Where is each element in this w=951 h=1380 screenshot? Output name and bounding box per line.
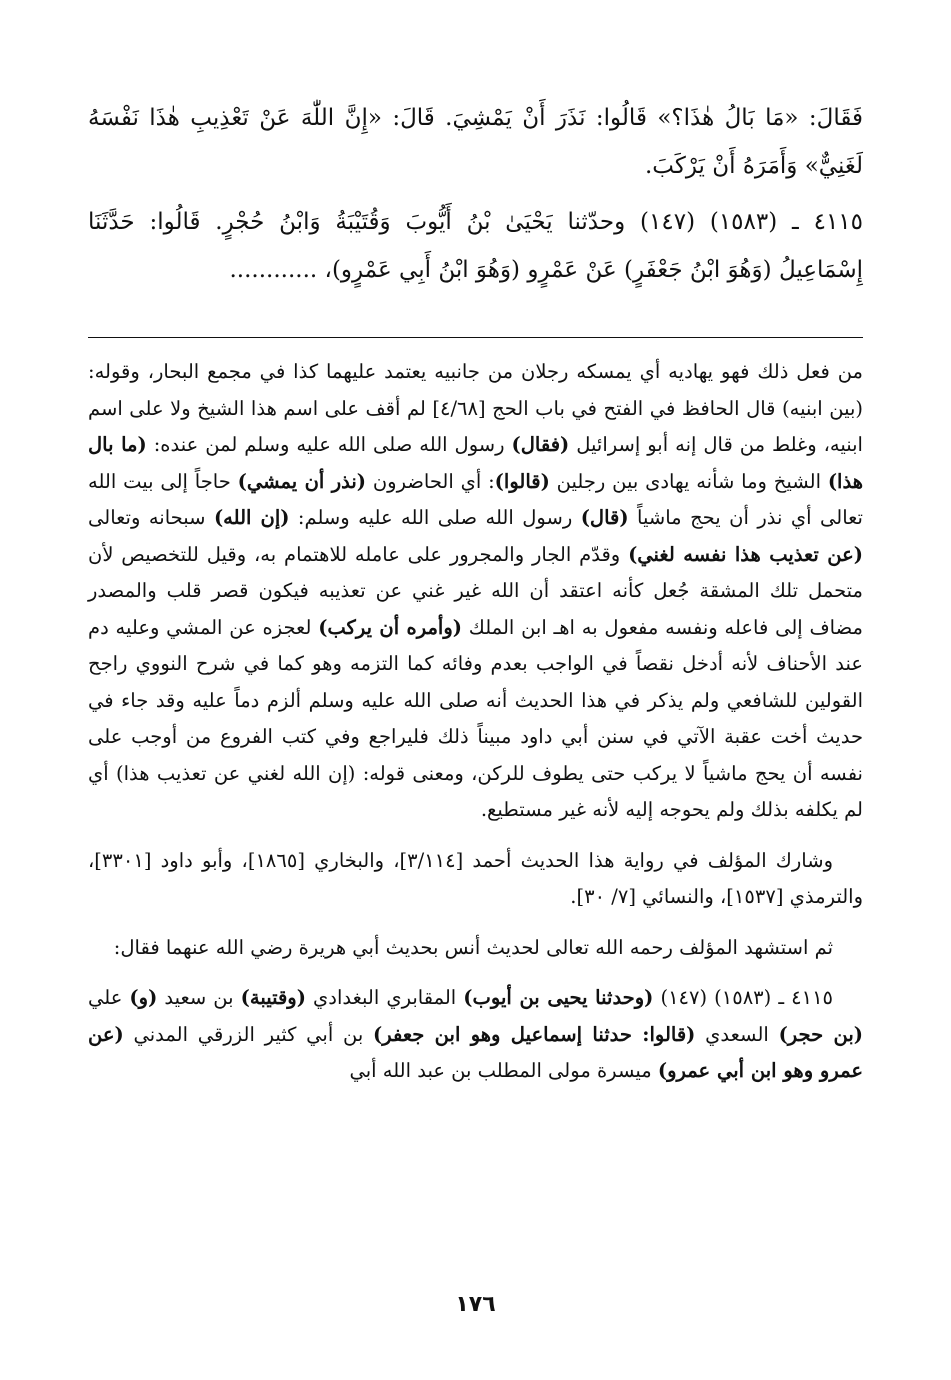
commentary-text: علي	[88, 986, 130, 1009]
commentary-bold-quote: (وقتيبة)	[240, 986, 306, 1009]
separator-rule	[88, 337, 863, 338]
commentary-text: المقابري البغدادي	[305, 986, 464, 1009]
commentary-paragraph-1	[88, 354, 863, 829]
commentary-bold-quote: (عن تعذيب هذا نفسه لغني)	[628, 542, 864, 566]
commentary-bold-quote: (عن عمرو وهو ابن أبي عمرو)	[88, 1022, 863, 1082]
commentary-bold-quote: (نذر أن يمشي)	[237, 469, 367, 493]
commentary-bold-quote: (ما بال هذا)	[88, 433, 863, 493]
hadith-paragraph-2: ٤١١٥ ـ (١٥٨٣) (١٤٧) وحدّثنا يَحْيَىٰ بْنُ أَيُّوبَ وَقُتَيْبَةُ وَابْنُ حُجْرٍ. قَالُوا: حَدَّثَنَا إِسْمَاعِيلُ (وَهُوَ ابْنُ جَعْفَرٍ) عَنْ عَمْرٍو (وَهُوَ ابْنُ أَبِي عَمْرٍو)، ............	[88, 209, 864, 283]
commentary-bold-quote: (و)	[129, 986, 158, 1009]
commentary-text: حاجاً إلى بيت الله تعالى أي نذر أن يحج ماشياً	[88, 469, 863, 529]
commentary-text: ٤١١٥ ـ (١٥٨٣) (١٤٧)	[653, 986, 834, 1009]
commentary-text: الشيخ وما شأنه يهادى بين رجلين	[549, 469, 828, 493]
commentary-text: بن أبي كثير الزرقي المدني	[123, 1022, 374, 1046]
commentary-text: رسول الله صلى الله عليه وسلم لمن عنده:	[146, 433, 512, 456]
commentary-text: : أي الحاضرون	[366, 469, 495, 493]
hadith-paragraph-1: فَقَالَ: «مَا بَالُ هٰذَا؟» قَالُوا: نَذَرَ أَنْ يَمْشِيَ. قَالَ: «إِنَّ اللّٰهَ عَنْ تَعْذِيبِ هٰذَا نَفْسَهُ لَغَنِيٌّ» وَأَمَرَهُ أَنْ يَرْكَبَ.	[88, 105, 863, 179]
commentary-text: وقدّم الجار والمجرور على عامله للاهتمام به، وقيل للتخصيص لأن متحمل تلك المشقة جُعل كأنه اعتقد أن الله غير غني عن تعذيبه فيكون قصر قلب والمصدر مضاف إلى فاعله ونفسه مفعول به اهـ ابن الملك	[88, 542, 863, 639]
commentary-bold-quote: (فقال)	[511, 433, 570, 456]
commentary-text: السعدي	[695, 1022, 779, 1046]
book-page	[88, 86, 863, 1346]
commentary-bold-quote: (قال)	[580, 506, 629, 529]
commentary-bold-quote: (بن حجر)	[778, 1022, 864, 1046]
commentary-bold-quote: (وأمره أن يركب)	[318, 615, 462, 639]
commentary-text: سبحانه وتعالى	[88, 506, 214, 529]
hadith-text-block	[88, 94, 863, 302]
page-number: ١٧٦	[455, 1292, 496, 1317]
commentary-bold-quote: (قالوا: حدثنا إسماعيل وهو ابن جعفر)	[373, 1022, 696, 1046]
commentary-bold-quote: (وحدثنا يحيى بن أيوب)	[463, 986, 654, 1009]
commentary-bold-quote: (إن الله)	[213, 506, 290, 529]
commentary-text: رسول الله صلى الله عليه وسلم:	[289, 506, 581, 529]
commentary-text: لعجزه عن المشي وعليه دم عند الأحناف لأنه أدخل نقصاً في الواجب بعدم وفائه كما التزمه وهو كما في شرح النووي راجح القولين للشافعي ولم يذكر في هذا الحديث أنه صلى الله عليه وسلم ألزم دماً عليه وقد جاء في حديث أخت عقبة الآتي في سنن أبي داود مبيناً ذلك فليراجع وفي كتب الفروع من أوجب على نفسه أن يحج ماشياً لا يركب حتى يطوف للركن، ومعنى قوله: (إن الله لغني عن تعذيب هذا) أي لم يكلفه بذلك ولم يحوجه إليه لأنه غير مستطيع.	[88, 615, 863, 821]
commentary-sharik-paragraph: وشارك المؤلف في رواية هذا الحديث أحمد [٣/١١٤]، والبخاري [١٨٦٥]، وأبو داود [٣٣٠١]، والترمذي [١٥٣٧]، والنسائي [٧/ ٣٠].	[88, 848, 863, 908]
commentary-bold-quote: (قالوا)	[494, 469, 550, 493]
commentary-text: ميسرة مولى المطلب بن عبد الله أبي	[349, 1059, 658, 1082]
commentary-block	[88, 354, 863, 1104]
commentary-text: بن سعيد	[157, 986, 241, 1009]
commentary-text: من فعل ذلك فهو يهاديه أي يمسكه رجلان من جانبيه يعتمد عليهما كذا في مجمع البحار، وقوله: (بين ابنيه) قال الحافظ في الفتح في باب الحج [٤/٦٨] لم أقف على اسم هذا الشيخ ولا على اسم ابنيه، وغلط من قال إنه أبو إسرائيل	[88, 360, 863, 456]
commentary-hadith-chain-paragraph	[88, 980, 863, 1090]
commentary-istashhad-paragraph: ثم استشهد المؤلف رحمه الله تعالى لحديث أنس بحديث أبي هريرة رضي الله عنهما فقال:	[113, 935, 833, 959]
